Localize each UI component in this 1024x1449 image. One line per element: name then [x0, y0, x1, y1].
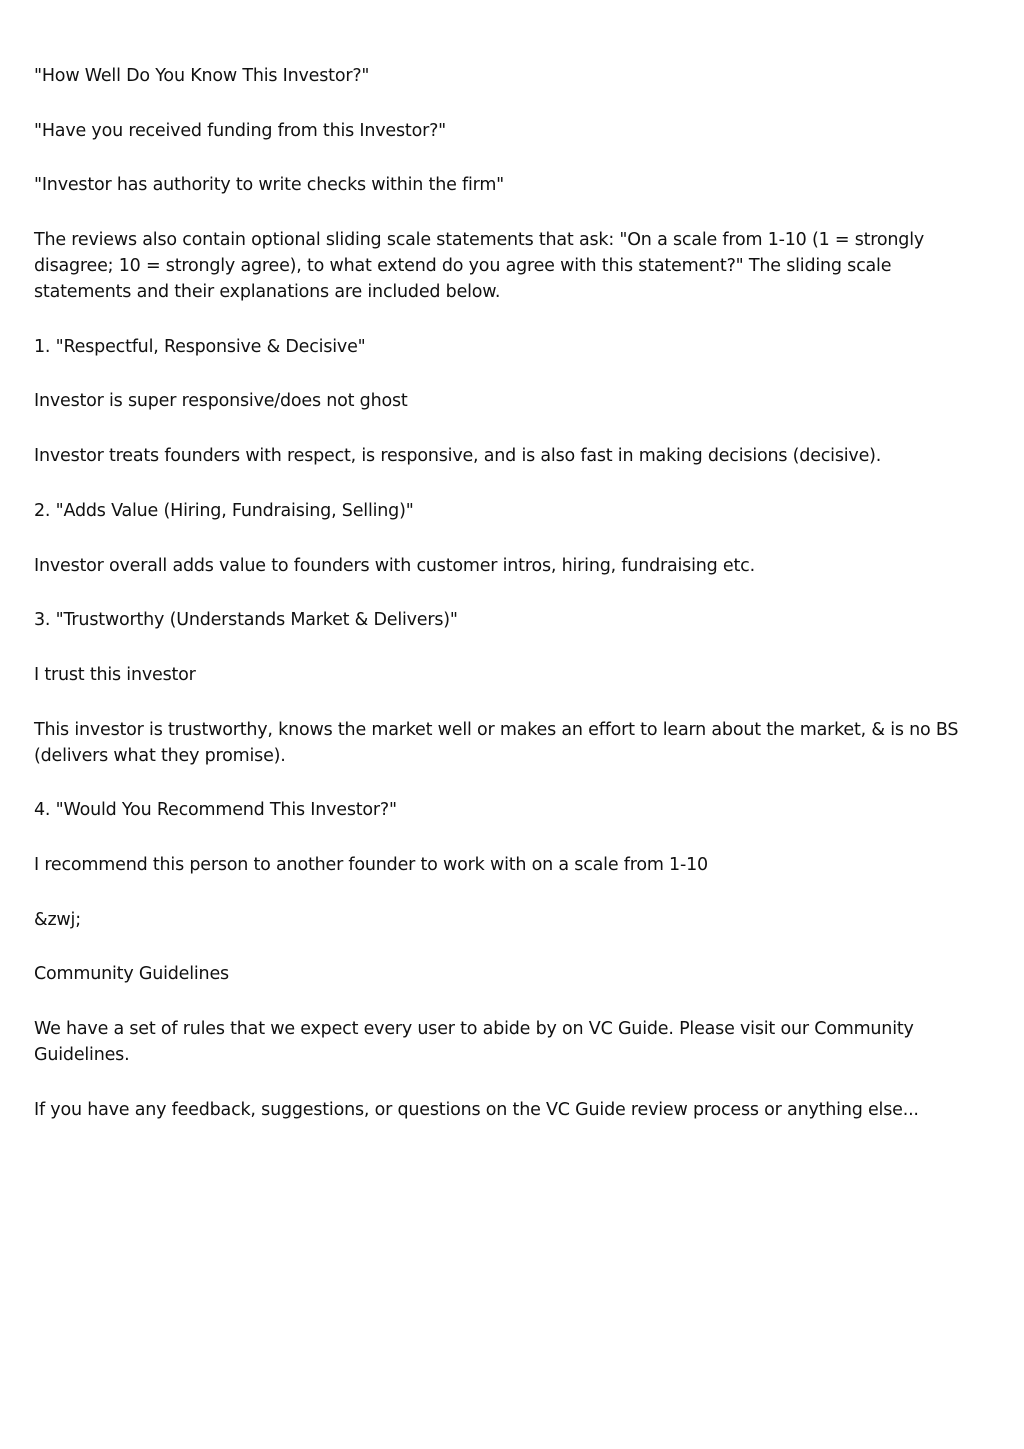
sliding-scale-intro: The reviews also contain optional sliding scale statements that ask: "On a scale from 1-10 (1 = strongly disagree; 10 = strongly agree), to what extend do you agree with this statement?" The sliding scale statements and their explanations are included below.: [34, 230, 925, 303]
zwj-placeholder-text: &zwj;: [34, 909, 81, 930]
question-know-investor: "How Well Do You Know This Investor?": [34, 66, 370, 86]
statement-responsive: Investor is super responsive/does not ghost: [34, 391, 408, 412]
explanation-trustworthy: This investor is trustworthy, knows the market well or makes an effort to learn about the market, & is no BS (delivers what they promise).: [34, 719, 959, 766]
heading-adds-value: 2. "Adds Value (Hiring, Fundraising, Selling)": [34, 500, 414, 521]
statement-trust: I trust this investor: [34, 664, 196, 685]
community-guidelines-text: We have a set of rules that we expect every user to abide by on VC Guide. Please visit our Community Guidelines.: [34, 1019, 914, 1065]
heading-recommend: 4. "Would You Recommend This Investor?": [34, 800, 397, 821]
heading-community-guidelines: Community Guidelines: [34, 964, 229, 985]
explanation-respectful: Investor treats founders with respect, is responsive, and is also fast in making decisions (decisive).: [34, 446, 882, 467]
feedback-text: If you have any feedback, suggestions, or questions on the VC Guide review process or anything else...: [34, 1099, 919, 1120]
statement-check-authority: "Investor has authority to write checks within the firm": [34, 175, 505, 196]
heading-respectful-responsive: 1. "Respectful, Responsive & Decisive": [34, 336, 366, 357]
statement-recommend: I recommend this person to another founder to work with on a scale from 1-10: [34, 854, 708, 875]
question-received-funding: "Have you received funding from this Investor?": [34, 120, 447, 141]
explanation-adds-value: Investor overall adds value to founders with customer intros, hiring, fundraising etc.: [34, 555, 755, 576]
document-body: [34, 63, 989, 1151]
heading-trustworthy: 3. "Trustworthy (Understands Market & Delivers)": [34, 610, 458, 631]
